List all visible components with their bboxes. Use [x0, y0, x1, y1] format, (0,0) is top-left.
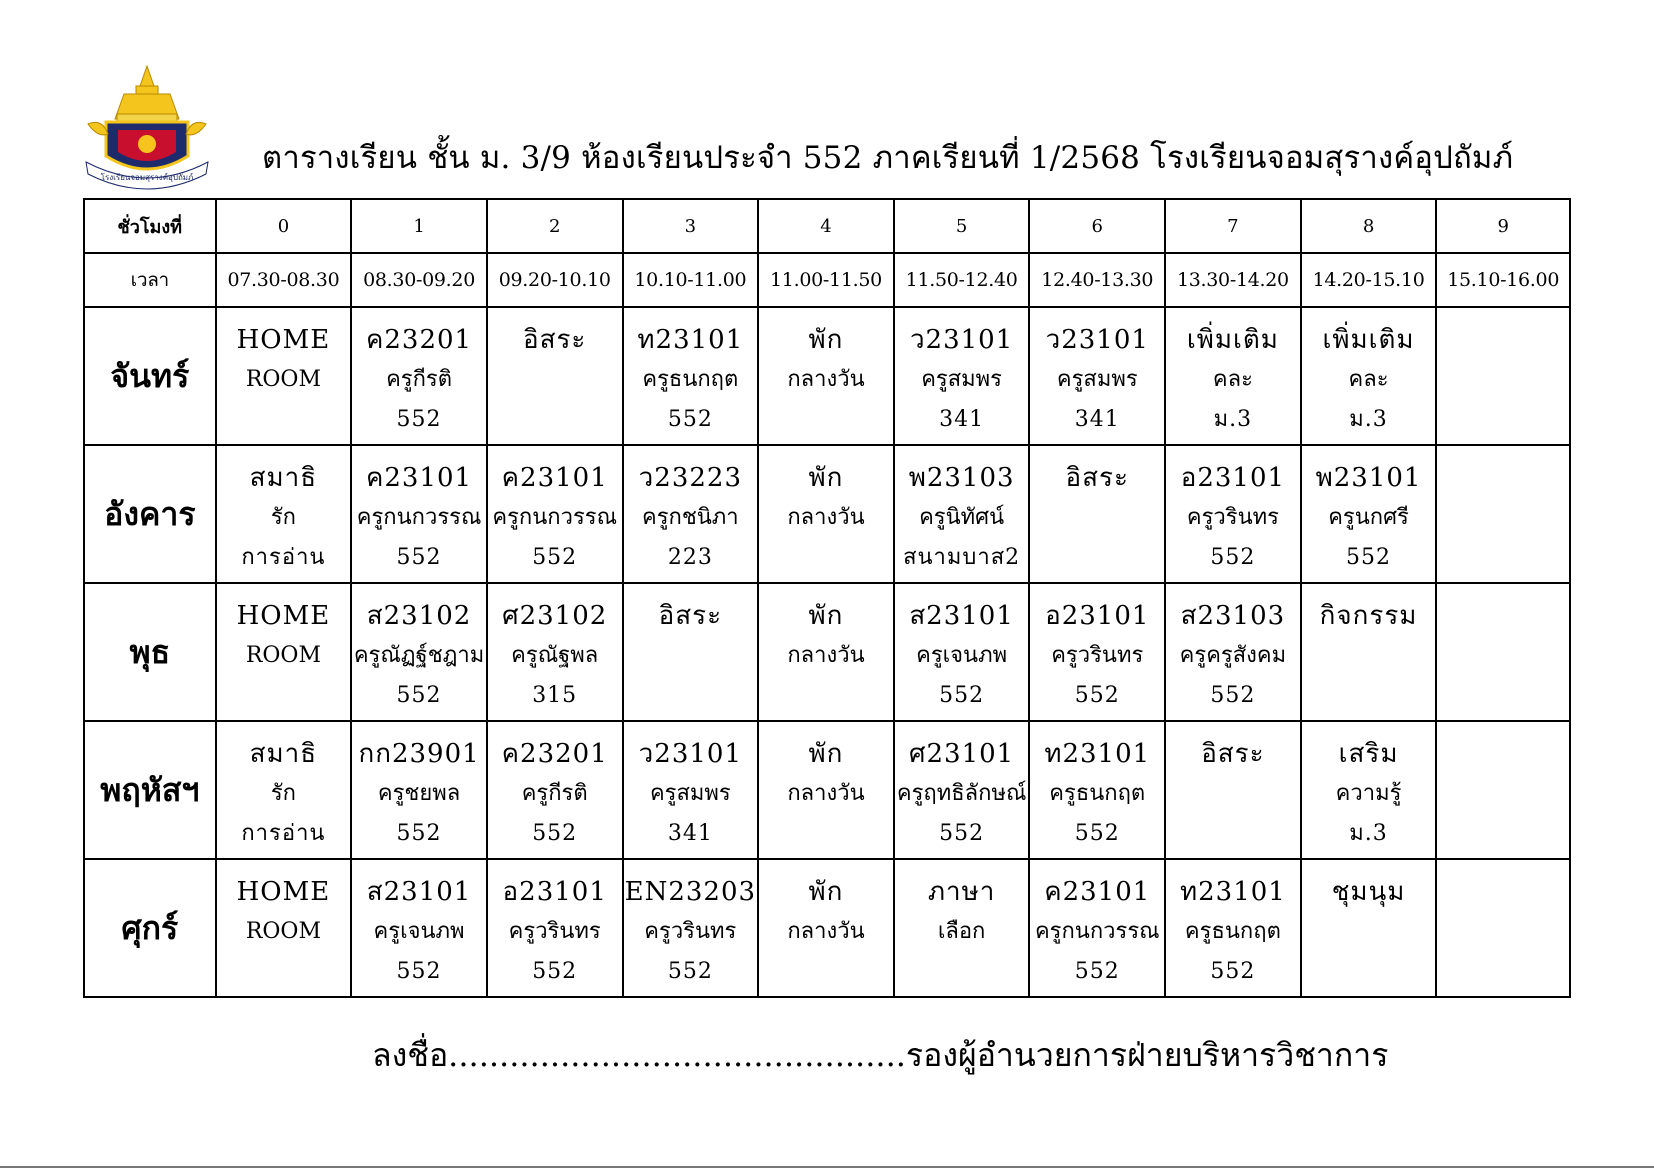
teacher-name: ROOM [245, 919, 321, 944]
class-cell [758, 445, 894, 583]
class-cell [1165, 307, 1301, 445]
subject-code: เพิ่มเติม [1322, 325, 1415, 355]
class-cell [1165, 583, 1301, 721]
class-cell [216, 307, 352, 445]
room-number: 552 [1210, 683, 1256, 708]
teacher-name: ครูธนกฤต [642, 367, 739, 392]
day-row [84, 859, 1570, 997]
class-cell [758, 859, 894, 997]
teacher-name: รัก [270, 781, 296, 806]
period-number: 5 [894, 199, 1030, 253]
class-cell [894, 721, 1030, 859]
class-cell [351, 859, 487, 997]
time-slot: 14.20-15.10 [1301, 253, 1437, 307]
room-number: 552 [532, 959, 578, 984]
room-number: 552 [396, 545, 442, 570]
teacher-name: ครูเจนภพ [373, 919, 465, 944]
teacher-name: ครูกนกวรรณ [1034, 919, 1160, 944]
class-cell [623, 721, 759, 859]
teacher-name: ครูวรินทร [1051, 643, 1144, 668]
class-cell [623, 859, 759, 997]
subject-code: พัก [808, 325, 844, 355]
subject-code: ว23223 [638, 463, 742, 493]
room-number: 552 [1210, 959, 1256, 984]
room-number: 552 [1074, 959, 1120, 984]
period-number: 1 [351, 199, 487, 253]
class-cell [351, 721, 487, 859]
class-cell [216, 583, 352, 721]
period-number: 0 [216, 199, 352, 253]
room-number: การอ่าน [241, 545, 326, 570]
subject-code: อ23101 [1045, 601, 1150, 631]
teacher-name: กลางวัน [787, 919, 865, 944]
class-cell [487, 721, 623, 859]
subject-code: HOME [236, 325, 331, 355]
subject-code: ค23201 [501, 739, 608, 769]
class-cell [623, 445, 759, 583]
subject-code: ท23101 [1179, 877, 1286, 907]
day-row [84, 307, 1570, 445]
room-number: 552 [1074, 683, 1120, 708]
room-number: 552 [396, 821, 442, 846]
signature-line: ลงชื่อ.............................................รองผู้อำนวยการฝ่ายบริหารวิชาการ [372, 1036, 1389, 1074]
room-number: ม.3 [1349, 407, 1388, 432]
class-cell [1436, 721, 1570, 859]
subject-code: EN23203 [624, 877, 757, 907]
subject-code: ส23103 [1180, 601, 1286, 631]
teacher-name: คละ [1348, 367, 1389, 392]
time-header-row [84, 253, 1570, 307]
class-cell [487, 445, 623, 583]
subject-code: เพิ่มเติม [1186, 325, 1279, 355]
subject-code: อ23101 [1180, 463, 1286, 493]
subject-code: พ23103 [908, 463, 1015, 493]
day-name: ศุกร์ [84, 859, 216, 997]
room-number: 552 [1074, 821, 1120, 846]
subject-code: เสริม [1338, 739, 1399, 769]
period-number: 9 [1436, 199, 1570, 253]
teacher-name: กลางวัน [787, 781, 865, 806]
subject-code: ค23201 [366, 325, 473, 355]
subject-code: ส23101 [909, 601, 1014, 631]
time-slot: 10.10-11.00 [623, 253, 759, 307]
subject-code: ส23101 [366, 877, 472, 907]
period-label: ชั่วโมงที่ [84, 199, 216, 253]
room-number: ม.3 [1349, 821, 1388, 846]
subject-code: ศ23102 [502, 601, 608, 631]
room-number: 552 [939, 821, 985, 846]
period-header-row [84, 199, 1570, 253]
subject-code: ค23101 [501, 463, 608, 493]
room-number: 552 [396, 959, 442, 984]
subject-code: ชุมนุม [1331, 877, 1406, 907]
subject-code: พัก [808, 601, 844, 631]
subject-code: สมาธิ [249, 463, 318, 493]
day-row [84, 583, 1570, 721]
day-row [84, 721, 1570, 859]
time-slot: 13.30-14.20 [1165, 253, 1301, 307]
timetable [83, 198, 1571, 998]
subject-code: กก23901 [358, 739, 480, 769]
teacher-name: ครูสมพร [1056, 367, 1138, 392]
period-number: 2 [487, 199, 623, 253]
teacher-name: รัก [270, 505, 296, 530]
day-row [84, 445, 1570, 583]
subject-code: ส23102 [366, 601, 472, 631]
class-cell [216, 445, 352, 583]
class-cell [894, 859, 1030, 997]
teacher-name: ครูนกศรี [1328, 505, 1409, 530]
time-slot: 07.30-08.30 [216, 253, 352, 307]
time-slot: 15.10-16.00 [1436, 253, 1570, 307]
subject-code: กิจกรรม [1319, 601, 1418, 631]
subject-code: สมาธิ [249, 739, 318, 769]
time-slot: 08.30-09.20 [351, 253, 487, 307]
teacher-name: ความรู้ [1335, 781, 1402, 806]
class-cell [487, 307, 623, 445]
subject-code: พัก [808, 739, 844, 769]
period-number: 8 [1301, 199, 1437, 253]
teacher-name: ROOM [245, 367, 321, 392]
subject-code: พัก [808, 463, 844, 493]
subject-code: อ23101 [502, 877, 607, 907]
class-cell [1165, 445, 1301, 583]
class-cell [1029, 721, 1165, 859]
class-cell [1165, 721, 1301, 859]
room-number: 552 [532, 545, 578, 570]
teacher-name: ครูชยพล [377, 781, 461, 806]
room-number: ม.3 [1213, 407, 1253, 432]
day-name: จันทร์ [84, 307, 216, 445]
teacher-name: ครูฤทธิลักษณ์ [896, 781, 1027, 806]
day-name: พุธ [84, 583, 216, 721]
class-cell [1301, 445, 1437, 583]
class-cell [487, 583, 623, 721]
class-cell [1436, 307, 1570, 445]
subject-code: อิสระ [658, 601, 723, 631]
class-cell [1436, 583, 1570, 721]
teacher-name: ครูกนกวรรณ [492, 505, 617, 530]
subject-code: ค23101 [366, 463, 473, 493]
teacher-name: ครูวรินทร [644, 919, 737, 944]
time-label: เวลา [84, 253, 216, 307]
svg-text:โรงเรียนจอมสุรางค์อุปถัมภ์: โรงเรียนจอมสุรางค์อุปถัมภ์ [100, 173, 194, 182]
subject-code: HOME [236, 877, 331, 907]
room-number: สนามบาส2 [903, 545, 1021, 570]
class-cell [758, 721, 894, 859]
period-number: 3 [623, 199, 759, 253]
class-cell [216, 721, 352, 859]
teacher-name: ครูครูสังคม [1179, 643, 1287, 668]
subject-code: อิสระ [522, 325, 587, 355]
room-number: 341 [939, 407, 985, 432]
subject-code: พัก [808, 877, 844, 907]
bottom-divider [0, 1166, 1654, 1168]
class-cell [894, 445, 1030, 583]
subject-code: ว23101 [638, 739, 742, 769]
subject-code: ท23101 [637, 325, 744, 355]
room-number: 223 [667, 545, 713, 570]
class-cell [1029, 445, 1165, 583]
teacher-name: ครูเจนภพ [916, 643, 1008, 668]
teacher-name: ครูสมพร [921, 367, 1002, 392]
subject-code: HOME [236, 601, 331, 631]
class-cell [1436, 445, 1570, 583]
teacher-name: ครูธนกฤต [1184, 919, 1281, 944]
teacher-name: ครูณัฐพล [511, 643, 599, 668]
teacher-name: ครูนิทัศน์ [919, 505, 1005, 530]
day-name: อังคาร [84, 445, 216, 583]
teacher-name: ROOM [245, 643, 321, 668]
class-cell [1029, 307, 1165, 445]
class-cell [623, 307, 759, 445]
teacher-name: ครูณัฏฐ์ชฎาม [353, 643, 485, 668]
class-cell [894, 583, 1030, 721]
room-number: การอ่าน [241, 821, 326, 846]
class-cell [894, 307, 1030, 445]
subject-code: ศ23101 [909, 739, 1015, 769]
teacher-name: คละ [1212, 367, 1253, 392]
time-slot: 11.00-11.50 [758, 253, 894, 307]
room-number: 552 [667, 407, 713, 432]
class-cell [351, 445, 487, 583]
class-cell [351, 583, 487, 721]
teacher-name: ครูกีรติ [386, 367, 453, 392]
teacher-name: กลางวัน [787, 367, 865, 392]
class-cell [487, 859, 623, 997]
room-number: 552 [1210, 545, 1256, 570]
class-cell [1029, 583, 1165, 721]
class-cell [1301, 859, 1437, 997]
teacher-name: ครูวรินทร [508, 919, 601, 944]
subject-code: อิสระ [1065, 463, 1129, 493]
class-cell [1301, 307, 1437, 445]
room-number: 552 [396, 683, 442, 708]
class-cell [1165, 859, 1301, 997]
period-number: 6 [1029, 199, 1165, 253]
class-cell [758, 583, 894, 721]
time-slot: 09.20-10.10 [487, 253, 623, 307]
subject-code: ท23101 [1044, 739, 1151, 769]
teacher-name: เลือก [937, 919, 986, 944]
time-slot: 11.50-12.40 [894, 253, 1030, 307]
class-cell [758, 307, 894, 445]
subject-code: ค23101 [1044, 877, 1151, 907]
teacher-name: ครูกีรติ [521, 781, 588, 806]
class-cell [216, 859, 352, 997]
subject-code: ว23101 [909, 325, 1014, 355]
class-cell [1436, 859, 1570, 997]
room-number: 315 [532, 683, 578, 708]
subject-code: ภาษา [927, 877, 996, 907]
day-name: พฤหัสฯ [84, 721, 216, 859]
teacher-name: กลางวัน [787, 505, 865, 530]
class-cell [1029, 859, 1165, 997]
class-cell [351, 307, 487, 445]
room-number: 552 [939, 683, 985, 708]
class-cell [1301, 721, 1437, 859]
teacher-name: ครูธนกฤต [1049, 781, 1146, 806]
class-cell [623, 583, 759, 721]
class-cell [1301, 583, 1437, 721]
time-slot: 12.40-13.30 [1029, 253, 1165, 307]
room-number: 341 [667, 821, 713, 846]
teacher-name: ครูวรินทร [1186, 505, 1279, 530]
period-number: 7 [1165, 199, 1301, 253]
teacher-name: ครูสมพร [649, 781, 731, 806]
room-number: 341 [1074, 407, 1120, 432]
room-number: 552 [532, 821, 578, 846]
page-title: ตารางเรียน ชั้น ม. 3/9 ห้องเรียนประจำ 552 ภาคเรียนที่ 1/2568 โรงเรียนจอมสุรางค์อุปถัมภ์ [262, 140, 1514, 176]
teacher-name: ครูกนกวรรณ [356, 505, 482, 530]
subject-code: ว23101 [1045, 325, 1149, 355]
room-number: 552 [667, 959, 713, 984]
teacher-name: กลางวัน [787, 643, 865, 668]
school-logo [84, 64, 210, 194]
teacher-name: ครูกชนิภา [641, 505, 739, 530]
period-number: 4 [758, 199, 894, 253]
room-number: 552 [396, 407, 442, 432]
subject-code: พ23101 [1315, 463, 1422, 493]
subject-code: อิสระ [1201, 739, 1265, 769]
room-number: 552 [1346, 545, 1392, 570]
